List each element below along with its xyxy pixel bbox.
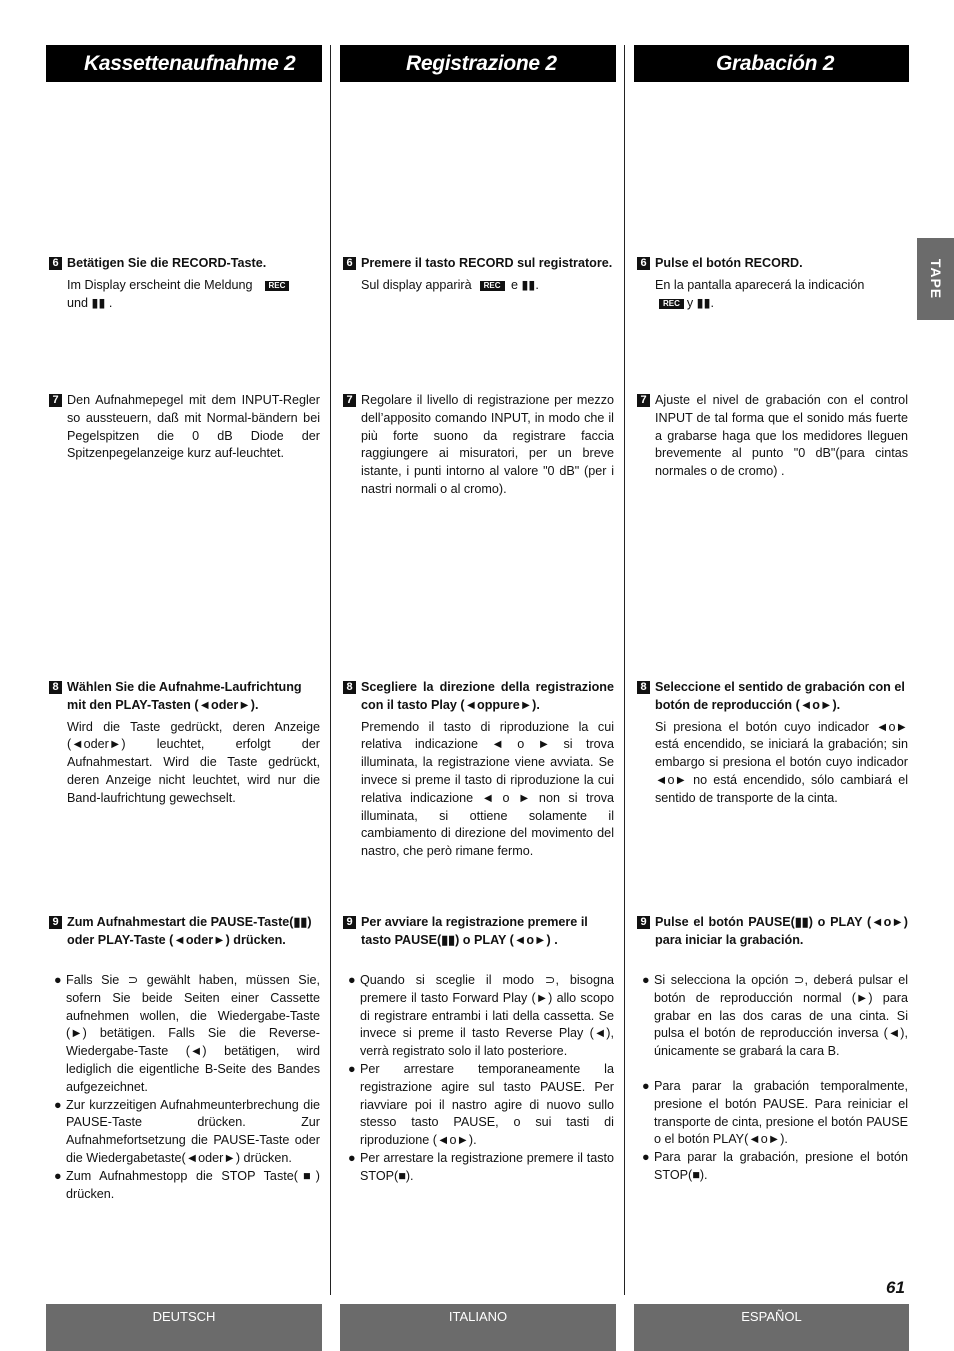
step-number: 7 bbox=[49, 394, 62, 407]
step-title: Seleccione el sentido de grabación con el botón de reproducción (◄o►). bbox=[655, 680, 905, 712]
es-notes bbox=[636, 972, 908, 1185]
es-step-9 bbox=[637, 914, 908, 950]
es-step-7 bbox=[637, 392, 908, 481]
header-title: Kassettenaufnahme 2 bbox=[84, 52, 296, 75]
section-header-italian bbox=[340, 45, 616, 82]
list-item: ● Para parar la grabación temporalmente, presione el botón PAUSE. Para reiniciar el transporte de cinta, presione el botón PAUSE o el botón PLAY(◄o►). bbox=[642, 1078, 908, 1147]
step-text: Si presiona el botón cuyo indicador ◄o► está encendido, se iniciará la grabación; sin embargo si presiona el botón cuyo indicador ◄o► no está encendido, sólo cambiará el sentido de transporte de la cinta. bbox=[655, 719, 908, 805]
step-text: e ▮▮. bbox=[511, 277, 539, 292]
step-text: Im Display erscheint die Meldung bbox=[67, 277, 253, 292]
step-text: Premendo il tasto di riproduzione la cui relativa indicazione ◄ o ► si trova illuminata, la registrazione viene avviata. Se invece si preme il tasto di riproduzione la cui relativa indicazione ◄ o ► non si trova illuminata, si ottiene solamente il cambiamento di direzione del movimento del nastro, che però rimane fermo. bbox=[361, 719, 614, 859]
column-divider-2 bbox=[624, 45, 625, 1295]
step-number: 6 bbox=[343, 257, 356, 270]
de-step-8 bbox=[49, 679, 320, 808]
step-text: y ▮▮. bbox=[686, 295, 715, 310]
step-text: Wird die Taste gedrückt, deren Anzeige (◄oder►) leuchtet, erfolgt der Aufnahmestart. Wird die Taste gedrückt, deren Anzeige nicht leuchtet, wird nur die Band-laufrichtung gewechselt. bbox=[67, 719, 320, 805]
list-item: ● Zur kurzzeitigen Aufnahmeunterbrechung die PAUSE-Taste drücken. Zur Aufnahmefortsetzung die PAUSE-Taste oder die Wiedergabetaste(◄oder►) drücken. bbox=[54, 1097, 320, 1165]
de-step-9 bbox=[49, 914, 320, 950]
list-item: ● Per arrestare temporaneamente la registrazione agire sul tasto PAUSE. Per riavviare poi il nastro agire di nuovo sullo stesso tasto PAUSE, o sui tasti di riproduzione (◄o►). bbox=[348, 1061, 614, 1148]
footer-label: ITALIANO bbox=[448, 1309, 508, 1324]
footer-label: ESPAÑOL bbox=[741, 1309, 802, 1324]
list-item: ● Per arrestare la registrazione premere il tasto STOP(■). bbox=[348, 1150, 614, 1183]
step-text: Sul display apparirà bbox=[361, 277, 472, 292]
step-text: Den Aufnahmepegel mit dem INPUT-Regler so aussteuern, daß mit Normal-bändern bei Pegelspitzen die 0 dB Diode der Spitzenpegelanzeige kurz auf-leuchtet. bbox=[67, 393, 320, 461]
section-header-spanish bbox=[634, 45, 909, 82]
column-divider-1 bbox=[330, 45, 331, 1295]
it-step-9 bbox=[343, 914, 614, 950]
list-item: ● Si selecciona la opción ⊃, deberá pulsar el botón de reproducción normal (►) para grabar en las dos caras de una cinta. Si pulsa el botón de reproducción inversa (◄), únicamente se grabará la cara B. bbox=[642, 973, 908, 1059]
de-step-7 bbox=[49, 392, 320, 463]
footer-italiano bbox=[340, 1304, 616, 1351]
tape-side-tab bbox=[917, 238, 954, 320]
step-text: En la pantalla aparecerá la indicación bbox=[655, 277, 865, 292]
step-title: Wählen Sie die Aufnahme-Laufrichtung mit den PLAY-Tasten (◄oder►). bbox=[67, 680, 302, 712]
es-step-6 bbox=[637, 255, 908, 312]
list-item: ● Falls Sie ⊃ gewählt haben, müssen Sie, sofern Sie beide Seiten einer Cassette aufnehmen wollen, die Wiedergabe-Taste (►) betätigen. Falls Sie die Reverse-Wiedergabe-Taste (◄) betätigen, wird lediglich die eigentliche B-Seite des Bandes aufgezeichnet. bbox=[54, 973, 320, 1094]
step-text: und ▮▮ . bbox=[67, 295, 113, 310]
step-number: 9 bbox=[343, 916, 356, 929]
step-title: Zum Aufnahmestart die PAUSE-Taste(▮▮) oder PLAY-Taste (◄oder►) drücken. bbox=[67, 915, 312, 947]
step-title: Per avviare la registrazione premere il tasto PAUSE(▮▮) o PLAY (◄o►) . bbox=[361, 915, 588, 947]
tape-tab-label: TAPE bbox=[927, 258, 944, 300]
list-item: ● Quando si sceglie il modo ⊃, bisogna premere il tasto Forward Play (►) allo scopo di registrare entrambi i lati della cassetta. Se invece si preme il tasto Reverse Play (◄), verrà registrato solo il lato posteriore. bbox=[348, 973, 614, 1059]
rec-indicator-icon: REC bbox=[265, 281, 290, 291]
step-number: 9 bbox=[637, 916, 650, 929]
list-item: ● Para parar la grabación, presione el botón STOP(■). bbox=[642, 1150, 908, 1182]
step-title: Scegliere la direzione della registrazione con il tasto Play (◄oppure►). bbox=[361, 680, 614, 712]
header-title: Registrazione 2 bbox=[406, 52, 557, 75]
de-step-6 bbox=[49, 255, 320, 312]
page-number: 61 bbox=[886, 1278, 905, 1297]
rec-indicator-icon: REC bbox=[480, 281, 505, 291]
section-header-german bbox=[46, 45, 322, 82]
footer-espanol bbox=[634, 1304, 909, 1351]
step-number: 8 bbox=[637, 681, 650, 694]
step-text: Regolare il livello di registrazione per mezzo dell’apposito comando INPUT, in modo che il più forte suono da registrare faccia raggiungere ai misuratori, per un breve istante, i punti intorno al valore "0 dB" (per i nastri normali o al cromo). bbox=[361, 393, 614, 496]
it-step-8 bbox=[343, 679, 614, 861]
step-number: 7 bbox=[637, 394, 650, 407]
it-notes bbox=[342, 972, 614, 1186]
it-step-7 bbox=[343, 392, 614, 499]
it-step-6 bbox=[343, 255, 614, 295]
footer-label: DEUTSCH bbox=[152, 1309, 216, 1324]
step-number: 6 bbox=[49, 257, 62, 270]
step-title: Pulse el botón PAUSE(▮▮) o PLAY (◄o►) para iniciar la grabación. bbox=[655, 915, 908, 947]
step-number: 9 bbox=[49, 916, 62, 929]
step-number: 8 bbox=[49, 681, 62, 694]
footer-deutsch bbox=[46, 1304, 322, 1351]
rec-indicator-icon: REC bbox=[659, 299, 684, 309]
step-title: Pulse el botón RECORD. bbox=[655, 256, 803, 270]
step-number: 8 bbox=[343, 681, 356, 694]
list-item: ● Zum Aufnahmestopp die STOP Taste(■) drücken. bbox=[54, 1168, 320, 1201]
de-notes bbox=[48, 972, 320, 1203]
step-title: Betätigen Sie die RECORD-Taste. bbox=[67, 256, 267, 270]
step-number: 7 bbox=[343, 394, 356, 407]
step-text: Ajuste el nivel de grabación con el control INPUT de tal forma que el sonido más fuerte a grabarse haga que los medidores lleguen brevemente al punto "0 dB"(para cintas normales o de cromo) . bbox=[655, 393, 908, 479]
step-number: 6 bbox=[637, 257, 650, 270]
es-step-8 bbox=[637, 679, 908, 808]
step-title: Premere il tasto RECORD sul registratore. bbox=[361, 256, 613, 270]
header-title: Grabación 2 bbox=[716, 52, 835, 75]
